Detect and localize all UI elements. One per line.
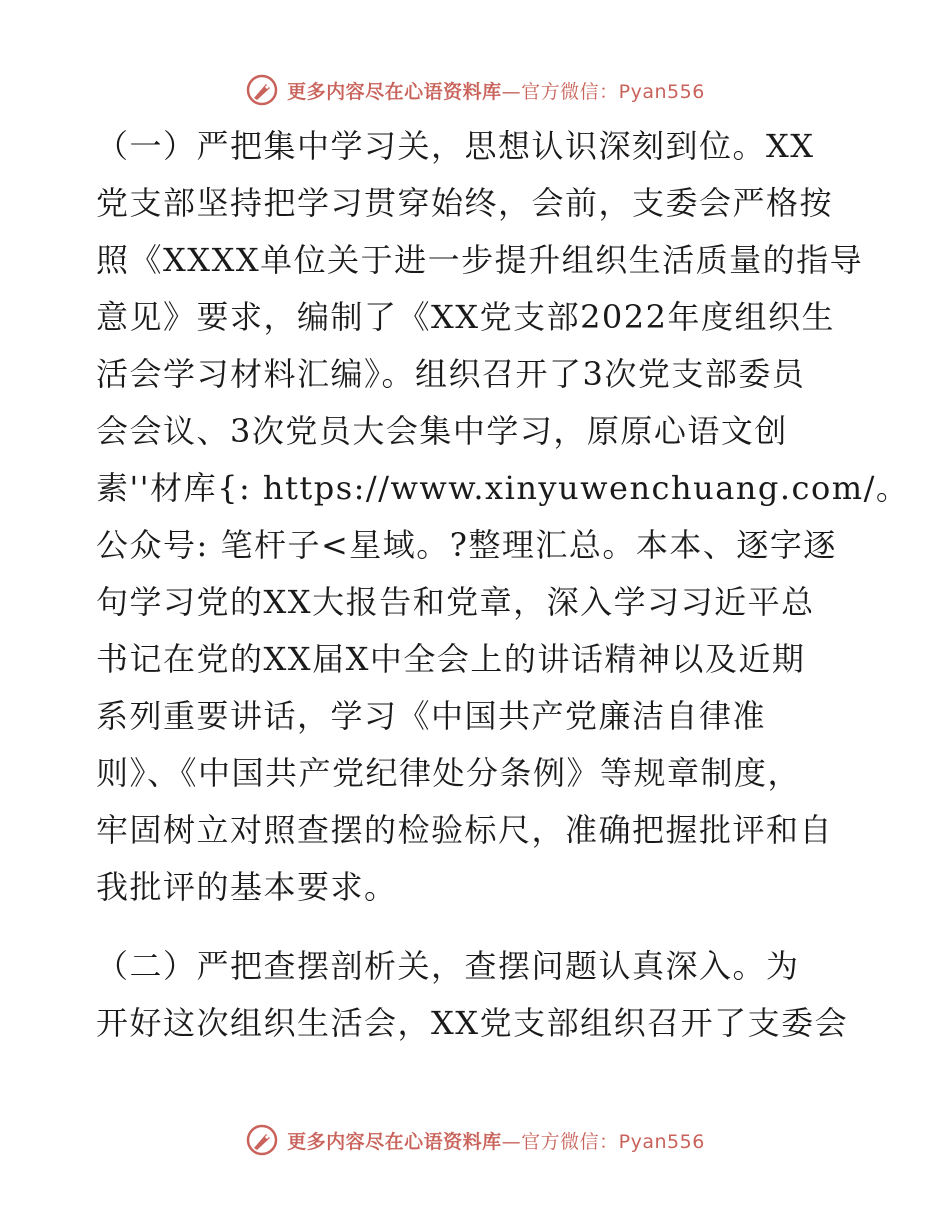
- footer-banner-text: [287, 1127, 705, 1154]
- paragraph-1: [96, 118, 910, 916]
- text-line: 句学习党的XX大报告和党章，深入学习习近平总: [96, 583, 815, 621]
- text-line: （一）严把集中学习关，思想认识深刻到位。XX: [96, 127, 815, 165]
- text-line: 素''材库{: https://www.xinyuwenchuang.com/。: [96, 469, 910, 507]
- header-site-text: 更多内容尽在心语资料库: [287, 80, 502, 103]
- text-line: 系列重要讲话，学习《中国共产党廉洁自律准: [96, 697, 767, 735]
- document-body: [96, 118, 910, 1052]
- footer-dash: —: [501, 1130, 522, 1153]
- header-banner-text: [287, 77, 705, 104]
- text-line: 党支部坚持把学习贯穿始终，会前，支委会严格按: [96, 184, 834, 222]
- pen-nib-icon: [245, 1123, 279, 1157]
- text-line: 我批评的基本要求。: [96, 868, 398, 906]
- text-line: 公众号: 笔杆子<星域。?整理汇总。本本、逐字逐: [96, 526, 837, 564]
- footer-contact-text: 官方微信：Pyan556: [521, 1130, 705, 1153]
- header-dash: —: [501, 80, 522, 103]
- text-line: 会会议、3次党员大会集中学习，原原心语文创: [96, 412, 788, 450]
- text-line: 意见》要求，编制了《XX党支部2022年度组织生: [96, 298, 836, 336]
- paragraph-2: [96, 938, 866, 1052]
- pen-nib-icon: [245, 73, 279, 107]
- text-line: 书记在党的XX届X中全会上的讲话精神以及近期: [96, 640, 806, 678]
- text-line: （二）严把查摆剖析关，查摆问题认真深入。为: [96, 947, 800, 985]
- header-banner: [0, 68, 950, 112]
- text-line: 活会学习材料汇编》。组织召开了3次党支部委员: [96, 355, 806, 393]
- header-contact-text: 官方微信：Pyan556: [521, 80, 705, 103]
- text-line: 开好这次组织生活会，XX党支部组织召开了支委会: [96, 1004, 849, 1042]
- footer-site-text: 更多内容尽在心语资料库: [287, 1130, 502, 1153]
- footer-banner: [0, 1118, 950, 1162]
- text-line: 则》、《中国共产党纪律处分条例》等规章制度，: [96, 754, 802, 792]
- text-line: 照《XXXX单位关于进一步提升组织生活质量的指导: [96, 241, 864, 279]
- text-line: 牢固树立对照查摆的检验标尺，准确把握批评和自: [96, 811, 834, 849]
